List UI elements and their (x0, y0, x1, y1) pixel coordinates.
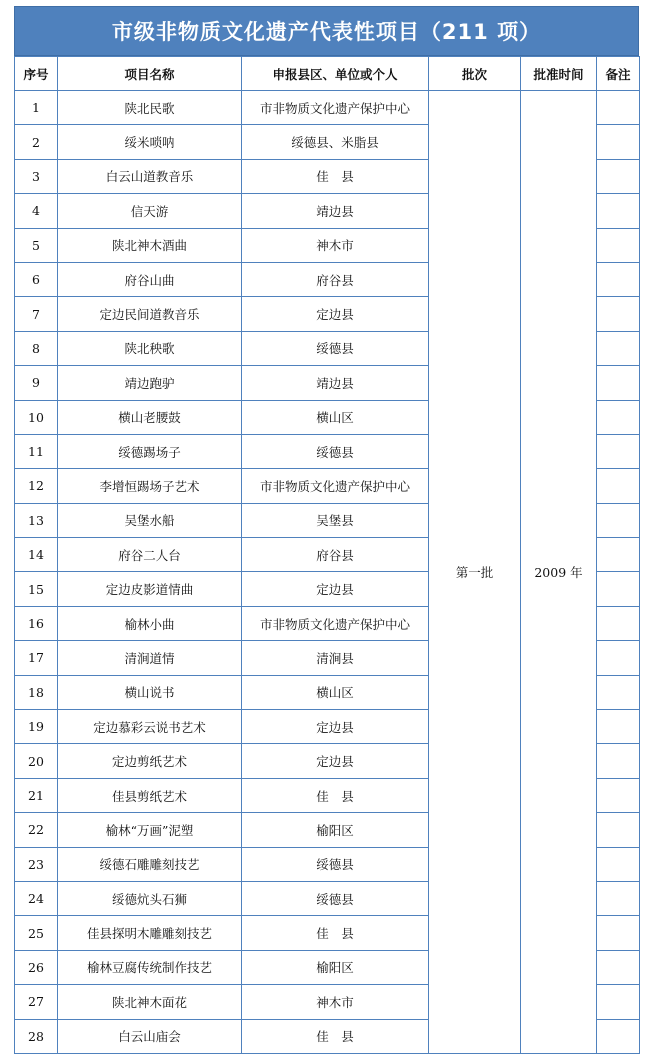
cell-unit: 横山区 (242, 400, 429, 434)
cell-no: 28 (15, 1019, 58, 1053)
cell-no: 4 (15, 194, 58, 228)
cell-name: 白云山庙会 (58, 1019, 242, 1053)
cell-no: 5 (15, 228, 58, 262)
cell-unit: 府谷县 (242, 262, 429, 296)
cell-note (597, 125, 640, 159)
cell-note (597, 710, 640, 744)
cell-unit: 定边县 (242, 572, 429, 606)
cell-name: 李增恒踢场子艺术 (58, 469, 242, 503)
header-no: 序号 (15, 57, 58, 91)
cell-note (597, 297, 640, 331)
cell-note (597, 400, 640, 434)
cell-note (597, 469, 640, 503)
table-body (15, 91, 640, 1054)
header-name: 项目名称 (58, 57, 242, 91)
cell-unit: 府谷县 (242, 538, 429, 572)
cell-no: 11 (15, 434, 58, 468)
cell-note (597, 503, 640, 537)
page-title: 市级非物质文化遗产代表性项目（211 项） (14, 6, 639, 56)
cell-name: 佳县探明木雕雕刻技艺 (58, 916, 242, 950)
cell-name: 信天游 (58, 194, 242, 228)
cell-note (597, 1019, 640, 1053)
cell-name: 绥德踢场子 (58, 434, 242, 468)
cell-note (597, 675, 640, 709)
cell-note (597, 228, 640, 262)
header-unit: 申报县区、单位或个人 (242, 57, 429, 91)
cell-note (597, 331, 640, 365)
cell-unit: 榆阳区 (242, 950, 429, 984)
cell-name: 吴堡水船 (58, 503, 242, 537)
cell-no: 8 (15, 331, 58, 365)
cell-note (597, 778, 640, 812)
cell-note (597, 606, 640, 640)
table-row (15, 91, 640, 125)
heritage-list-sheet (14, 6, 639, 1054)
header-row (15, 57, 640, 91)
cell-name: 榆林豆腐传统制作技艺 (58, 950, 242, 984)
cell-unit: 榆阳区 (242, 813, 429, 847)
cell-name: 定边民间道教音乐 (58, 297, 242, 331)
cell-no: 24 (15, 881, 58, 915)
cell-note (597, 572, 640, 606)
cell-no: 10 (15, 400, 58, 434)
cell-unit: 定边县 (242, 744, 429, 778)
cell-note (597, 916, 640, 950)
cell-note (597, 985, 640, 1019)
cell-name: 陕北神木酒曲 (58, 228, 242, 262)
cell-no: 15 (15, 572, 58, 606)
cell-unit: 靖边县 (242, 366, 429, 400)
cell-no: 18 (15, 675, 58, 709)
cell-no: 7 (15, 297, 58, 331)
cell-no: 23 (15, 847, 58, 881)
cell-unit: 佳 县 (242, 778, 429, 812)
header-note: 备注 (597, 57, 640, 91)
cell-unit: 市非物质文化遗产保护中心 (242, 469, 429, 503)
cell-no: 1 (15, 91, 58, 125)
cell-note (597, 194, 640, 228)
cell-no: 21 (15, 778, 58, 812)
cell-no: 13 (15, 503, 58, 537)
cell-name: 横山说书 (58, 675, 242, 709)
cell-unit: 横山区 (242, 675, 429, 709)
cell-note (597, 262, 640, 296)
cell-name: 榆林“万画”泥塑 (58, 813, 242, 847)
cell-no: 3 (15, 159, 58, 193)
heritage-table (14, 56, 640, 1054)
cell-name: 白云山道教音乐 (58, 159, 242, 193)
cell-no: 22 (15, 813, 58, 847)
table-header (15, 57, 640, 91)
cell-no: 6 (15, 262, 58, 296)
cell-name: 陕北秧歌 (58, 331, 242, 365)
cell-no: 17 (15, 641, 58, 675)
cell-unit: 神木市 (242, 228, 429, 262)
cell-name: 府谷二人台 (58, 538, 242, 572)
cell-unit: 绥德县 (242, 331, 429, 365)
cell-name: 靖边跑驴 (58, 366, 242, 400)
cell-no: 14 (15, 538, 58, 572)
cell-no: 16 (15, 606, 58, 640)
cell-unit: 佳 县 (242, 159, 429, 193)
cell-name: 府谷山曲 (58, 262, 242, 296)
cell-name: 绥米唢呐 (58, 125, 242, 159)
cell-no: 20 (15, 744, 58, 778)
cell-unit: 绥德县 (242, 847, 429, 881)
cell-approval-time: 2009 年 (521, 91, 597, 1054)
cell-no: 19 (15, 710, 58, 744)
cell-note (597, 744, 640, 778)
cell-no: 25 (15, 916, 58, 950)
cell-note (597, 641, 640, 675)
cell-unit: 靖边县 (242, 194, 429, 228)
cell-unit: 定边县 (242, 297, 429, 331)
cell-note (597, 434, 640, 468)
cell-name: 绥德石雕雕刻技艺 (58, 847, 242, 881)
cell-no: 27 (15, 985, 58, 1019)
cell-name: 清涧道情 (58, 641, 242, 675)
cell-name: 横山老腰鼓 (58, 400, 242, 434)
cell-note (597, 538, 640, 572)
cell-note (597, 366, 640, 400)
cell-batch: 第一批 (429, 91, 521, 1054)
cell-unit: 市非物质文化遗产保护中心 (242, 91, 429, 125)
cell-name: 定边剪纸艺术 (58, 744, 242, 778)
cell-note (597, 950, 640, 984)
cell-name: 陕北民歌 (58, 91, 242, 125)
cell-no: 26 (15, 950, 58, 984)
cell-name: 定边慕彩云说书艺术 (58, 710, 242, 744)
cell-name: 定边皮影道情曲 (58, 572, 242, 606)
cell-name: 陕北神木面花 (58, 985, 242, 1019)
cell-unit: 绥德县 (242, 434, 429, 468)
cell-unit: 定边县 (242, 710, 429, 744)
cell-unit: 佳 县 (242, 916, 429, 950)
cell-note (597, 847, 640, 881)
cell-name: 佳县剪纸艺术 (58, 778, 242, 812)
cell-unit: 清涧县 (242, 641, 429, 675)
cell-name: 绥德炕头石狮 (58, 881, 242, 915)
cell-no: 2 (15, 125, 58, 159)
cell-unit: 市非物质文化遗产保护中心 (242, 606, 429, 640)
cell-no: 12 (15, 469, 58, 503)
cell-unit: 绥德县、米脂县 (242, 125, 429, 159)
cell-unit: 神木市 (242, 985, 429, 1019)
cell-note (597, 813, 640, 847)
header-batch: 批次 (429, 57, 521, 91)
header-time: 批准时间 (521, 57, 597, 91)
cell-unit: 佳 县 (242, 1019, 429, 1053)
cell-note (597, 159, 640, 193)
cell-note (597, 881, 640, 915)
cell-unit: 吴堡县 (242, 503, 429, 537)
cell-unit: 绥德县 (242, 881, 429, 915)
cell-no: 9 (15, 366, 58, 400)
cell-note (597, 91, 640, 125)
cell-name: 榆林小曲 (58, 606, 242, 640)
